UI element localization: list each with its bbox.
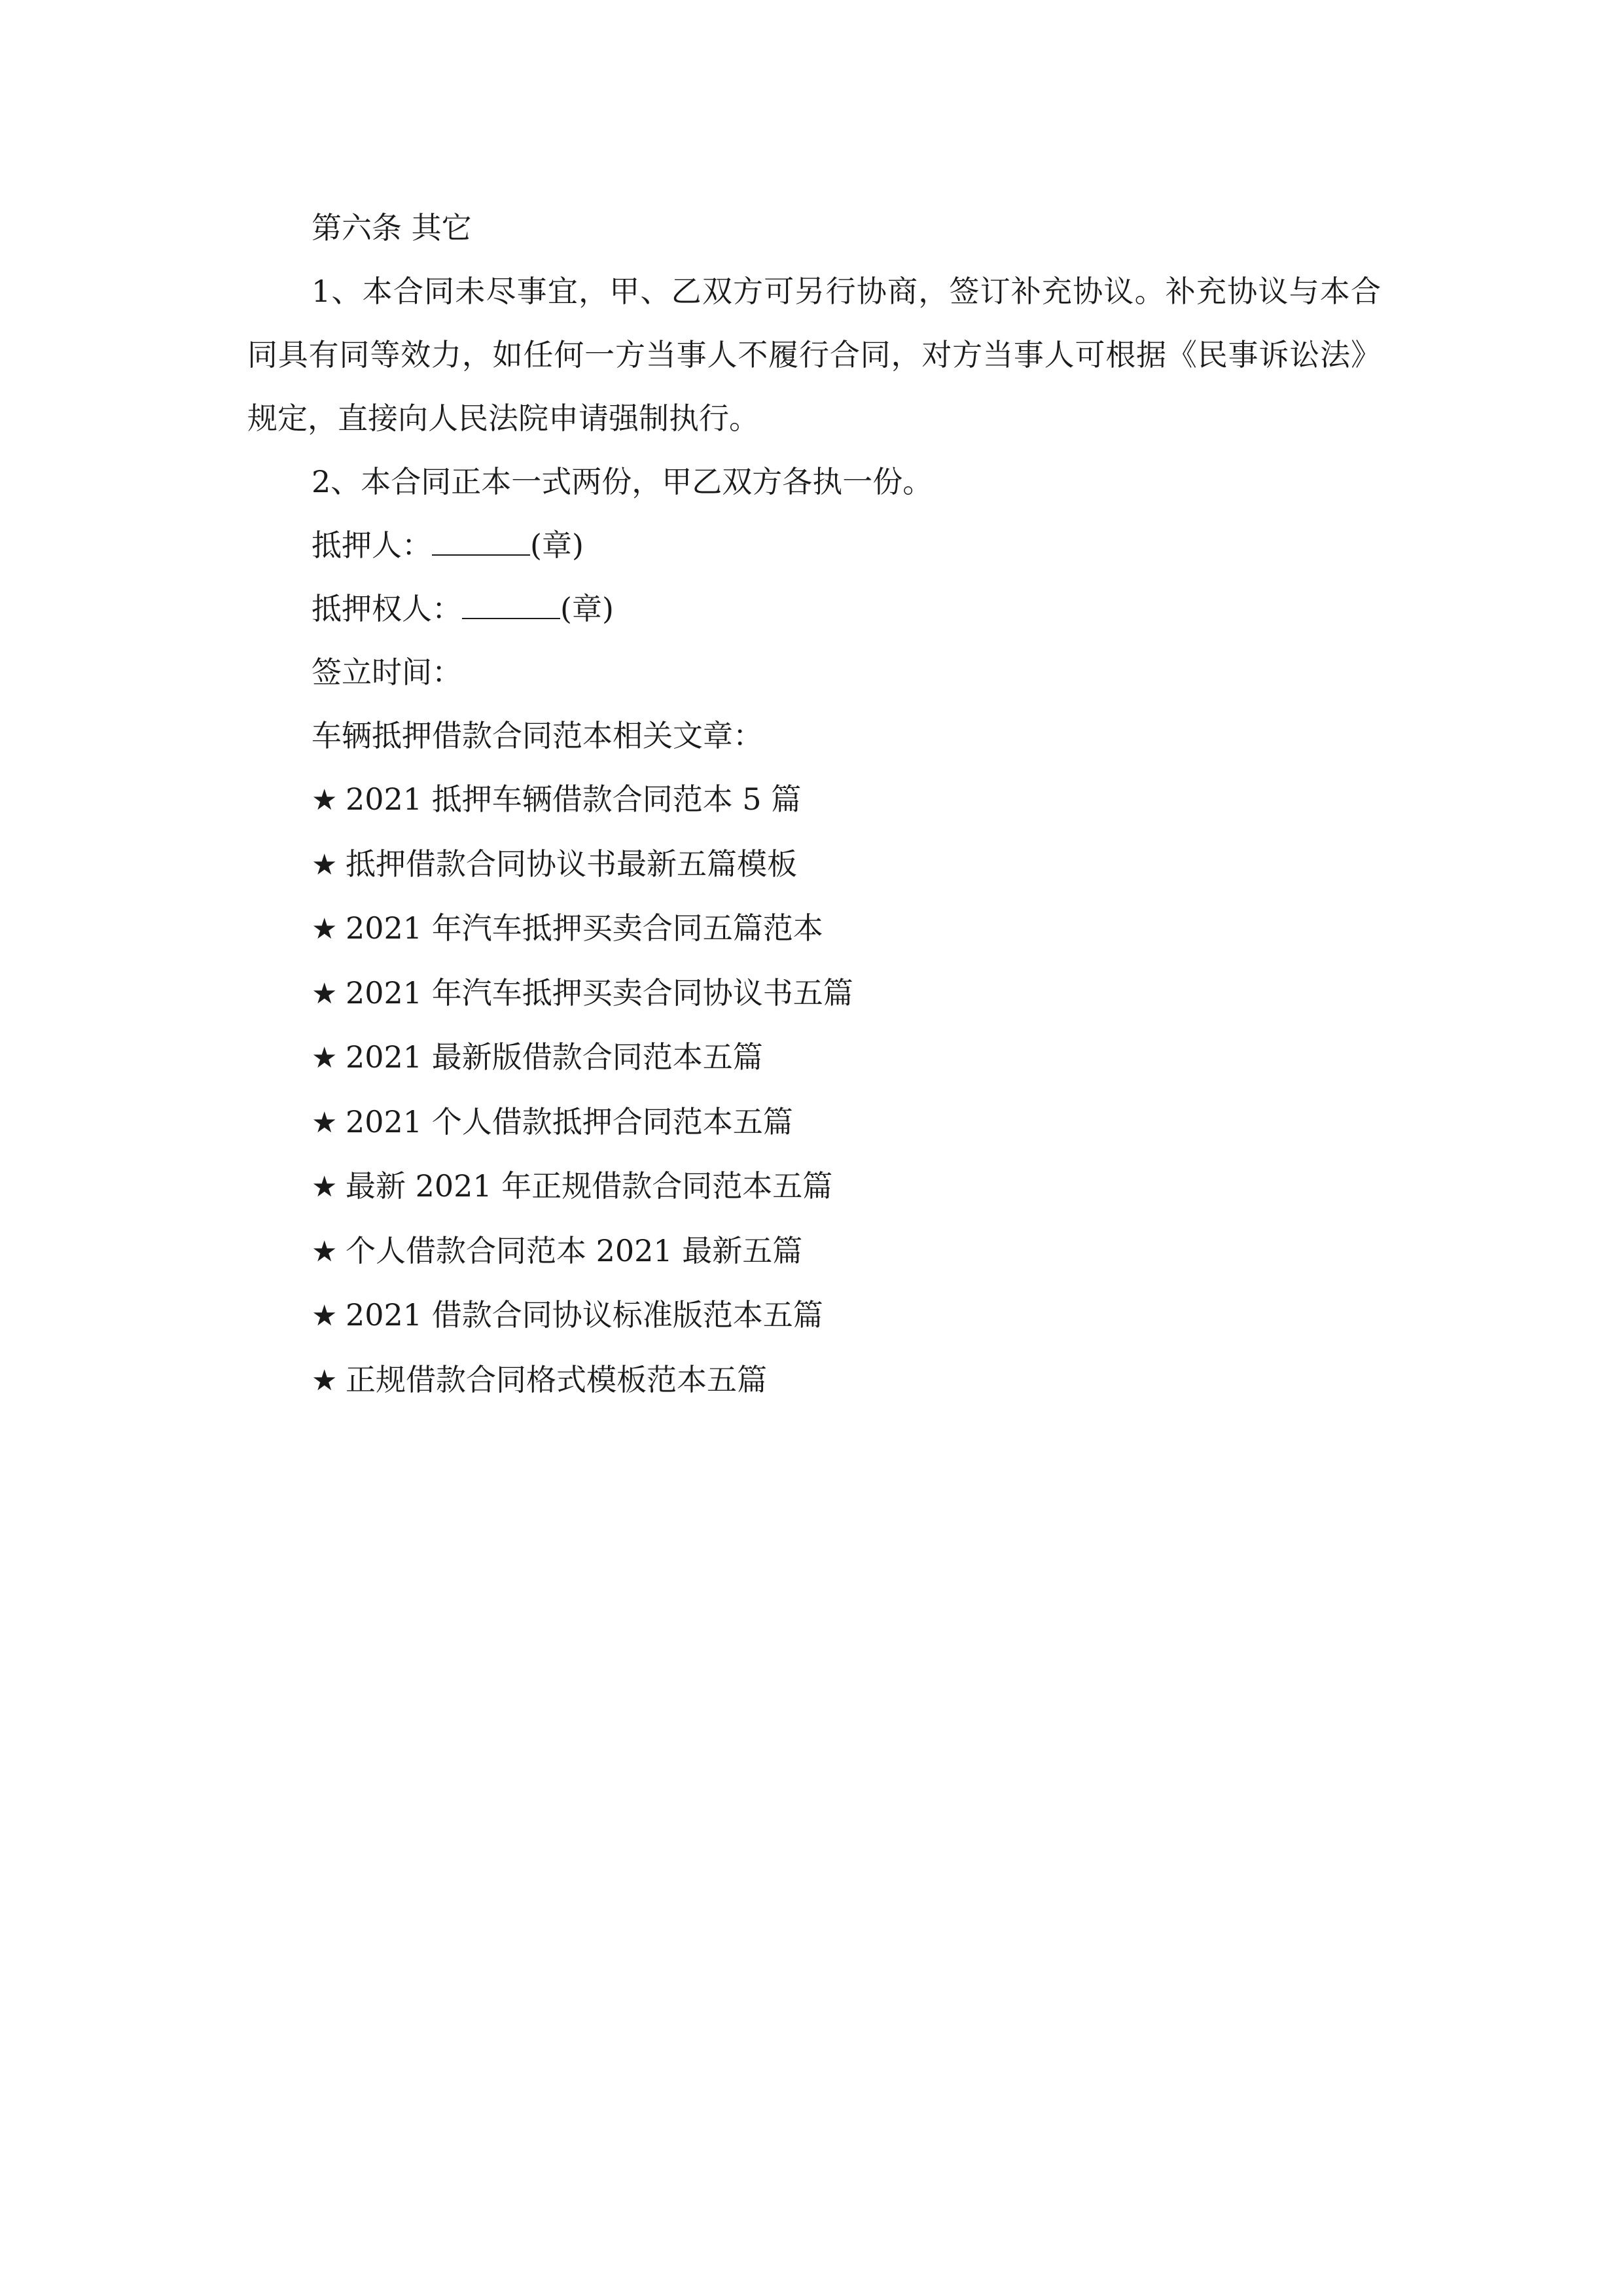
related-heading: 车辆抵押借款合同范本相关文章： <box>312 718 763 753</box>
star-icon: ★ <box>312 1170 338 1204</box>
star-icon: ★ <box>312 1041 338 1075</box>
related-article-title: 2021 年汽车抵押买卖合同五篇范本 <box>346 910 823 946</box>
related-article-item[interactable] <box>247 1219 1381 1284</box>
section-heading: 第六条 其它 <box>312 210 472 245</box>
related-article-title: 抵押借款合同协议书最新五篇模板 <box>346 846 797 882</box>
star-icon: ★ <box>312 1234 338 1268</box>
related-article-title: 个人借款合同范本 2021 最新五篇 <box>346 1232 803 1268</box>
star-icon: ★ <box>312 1363 338 1397</box>
related-article-item[interactable] <box>247 1026 1381 1090</box>
document-body <box>247 196 1381 1412</box>
star-icon: ★ <box>312 1299 338 1333</box>
related-article-item[interactable] <box>247 1283 1381 1348</box>
related-article-item[interactable] <box>247 768 1381 833</box>
related-article-item[interactable] <box>247 1155 1381 1219</box>
mortgagor-label: 抵押人： <box>312 528 432 563</box>
related-article-item[interactable] <box>247 1090 1381 1155</box>
related-articles-list <box>247 768 1381 1412</box>
star-icon: ★ <box>312 848 338 882</box>
related-article-title: 2021 年汽车抵押买卖合同协议书五篇 <box>346 975 853 1011</box>
mortgagee-line <box>247 577 1381 641</box>
related-article-item[interactable] <box>247 961 1381 1026</box>
related-article-item[interactable] <box>247 1348 1381 1413</box>
related-article-title: 2021 借款合同协议标准版范本五篇 <box>346 1297 823 1333</box>
related-article-title: 2021 个人借款抵押合同范本五篇 <box>346 1103 793 1139</box>
mortgagee-seal: (章) <box>560 591 614 626</box>
related-article-title: 最新 2021 年正规借款合同范本五篇 <box>346 1168 833 1204</box>
mortgagor-seal: (章) <box>530 528 584 563</box>
mortgagee-label: 抵押权人： <box>312 591 462 626</box>
related-article-title: 2021 抵押车辆借款合同范本 5 篇 <box>346 781 802 817</box>
mortgagor-signature-blank <box>432 528 530 556</box>
mortgagor-line <box>247 514 1381 577</box>
sign-time-label: 签立时间： <box>312 655 462 690</box>
star-icon: ★ <box>312 912 338 946</box>
related-article-title: 正规借款合同格式模板范本五篇 <box>346 1361 767 1397</box>
star-icon: ★ <box>312 783 338 817</box>
related-article-item[interactable] <box>247 897 1381 961</box>
related-article-item[interactable] <box>247 833 1381 897</box>
related-article-title: 2021 最新版借款合同范本五篇 <box>346 1039 763 1075</box>
star-icon: ★ <box>312 977 338 1011</box>
star-icon: ★ <box>312 1105 338 1139</box>
mortgagee-signature-blank <box>462 592 560 619</box>
clause-1: 1、本合同未尽事宜，甲、乙双方可另行协商，签订补充协议。补充协议与本合同具有同等效力，如任何一方当事人不履行合同，对方当事人可根据《民事诉讼法》规定，直接向人民法院申请强制执行。 <box>247 274 1381 436</box>
clause-2: 2、本合同正本一式两份，甲乙双方各执一份。 <box>312 464 933 499</box>
